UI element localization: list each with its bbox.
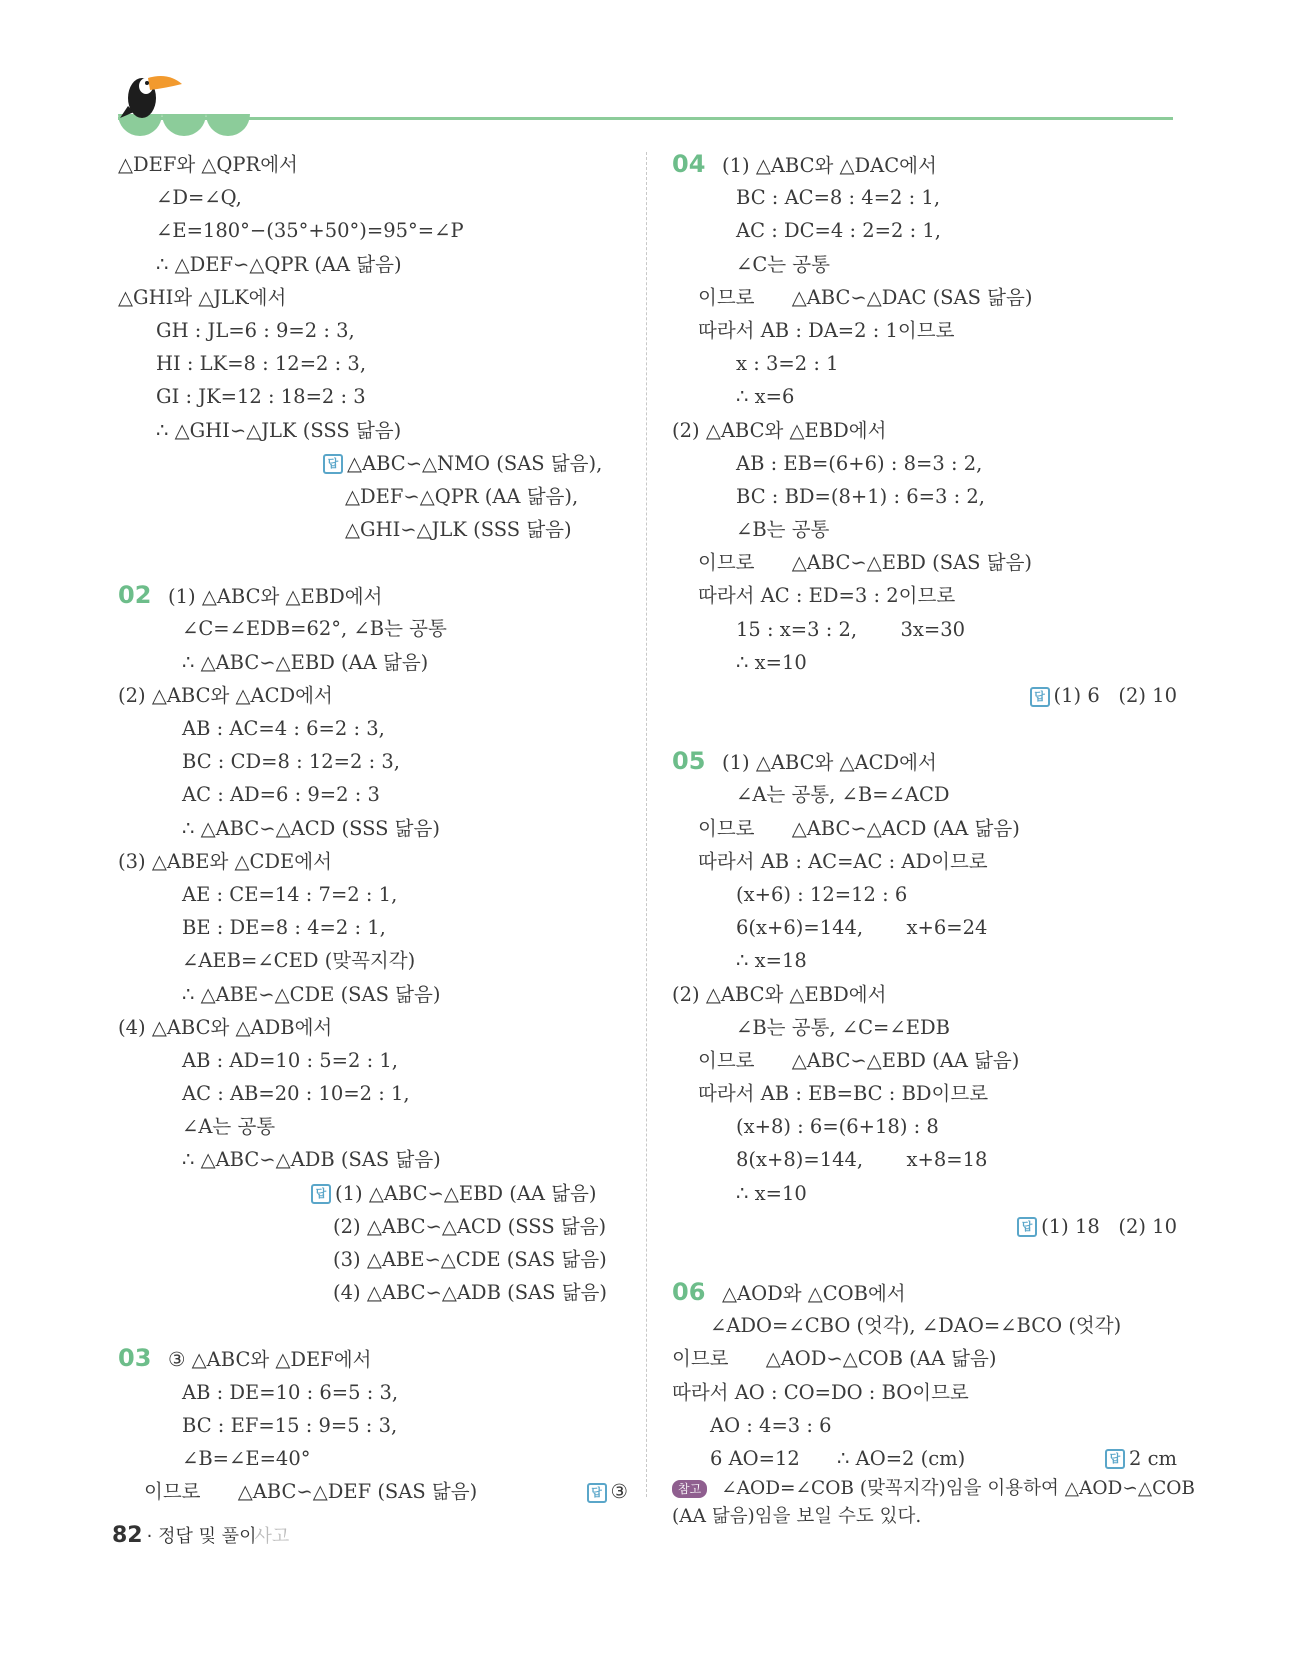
answer-text: △ABC∽△NMO (SAS 닮음), (347, 451, 603, 475)
question-04 (672, 148, 1177, 181)
solution-line: AB : DE=10 : 6=5 : 3, (182, 1380, 399, 1404)
answer-line (118, 1177, 628, 1210)
solution-line: ∴ x=10 (736, 650, 807, 674)
answer-line (118, 447, 628, 480)
answer-line: △GHI∽△JLK (SSS 닮음) (345, 518, 572, 542)
solution-line: ∠B는 공통, ∠C=∠EDB (736, 1015, 950, 1039)
solution-line: AB : AD=10 : 5=2 : 1, (182, 1048, 398, 1072)
solution-line: ∴ x=6 (736, 385, 795, 409)
question-06 (672, 1276, 1177, 1309)
solution-line: BE : DE=8 : 4=2 : 1, (182, 916, 386, 940)
solution-line: 이므로 △ABC∽△ACD (AA 닮음) (698, 816, 1020, 840)
page-footer (112, 1522, 289, 1548)
solution-line: AB : EB=(6+6) : 8=3 : 2, (736, 451, 983, 475)
solution-line: ∠A는 공통, ∠B=∠ACD (736, 783, 950, 807)
solution-line: (1) △ABC와 △DAC에서 (722, 154, 937, 177)
solution-line: (2) △ABC와 △ACD에서 (118, 683, 333, 707)
reference-badge: 참고 (672, 1480, 707, 1498)
solution-line: ∠B는 공통 (736, 518, 830, 542)
solution-line: 이므로 △ABC∽△DAC (SAS 닮음) (698, 285, 1033, 309)
solution-line: ∴ x=10 (736, 1181, 807, 1205)
solution-line: HI : LK=8 : 12=2 : 3, (156, 352, 367, 376)
answer-icon: 답 (1105, 1449, 1125, 1469)
solution-text: 이므로 △ABC∽△DEF (SAS 닮음) (144, 1480, 478, 1504)
toucan-icon (112, 66, 184, 122)
solution-line: 따라서 AC : ED=3 : 2이므로 (698, 584, 956, 608)
question-number: 04 (672, 150, 706, 178)
solution-line: (1) △ABC와 △EBD에서 (168, 585, 383, 609)
solution-line: 따라서 AB : DA=2 : 1이므로 (698, 318, 955, 342)
solution-line: ∠A는 공통 (182, 1115, 276, 1139)
question-number: 06 (672, 1278, 706, 1306)
reference-text: (AA 닮음)임을 보일 수도 있다. (672, 1506, 922, 1528)
solution-line: ③ △ABC와 △DEF에서 (168, 1348, 372, 1372)
page-number: 82 (112, 1523, 143, 1548)
answer-icon: 답 (587, 1483, 607, 1503)
solution-line: ∴ x=18 (736, 949, 807, 973)
solution-line: 이므로 △ABC∽△EBD (SAS 닮음) (698, 551, 1033, 575)
solution-line: ∠E=180°−(35°+50°)=95°=∠P (156, 219, 464, 243)
solution-line: GH : JL=6 : 9=2 : 3, (156, 318, 355, 342)
solution-line: GI : JK=12 : 18=2 : 3 (156, 385, 366, 409)
solution-line: 8(x+8)=144, x+8=18 (736, 1148, 988, 1172)
question-number: 05 (672, 747, 706, 776)
answer-text: ③ (610, 1480, 628, 1504)
solution-line: 6(x+6)=144, x+6=24 (736, 916, 988, 940)
solution-line: ∴ △ABC∽△ACD (SSS 닮음) (182, 816, 440, 840)
solution-line: ∴ △ABE∽△CDE (SAS 닮음) (182, 982, 441, 1006)
solution-line: (2) △ABC와 △EBD에서 (672, 418, 887, 442)
answer-line (587, 1475, 628, 1508)
solution-line: AO : 4=3 : 6 (710, 1413, 832, 1437)
solution-line: △DEF와 △QPR에서 (118, 153, 298, 176)
answer-icon: 답 (311, 1184, 331, 1204)
solution-line: x : 3=2 : 1 (736, 352, 839, 376)
solution-line: AB : AC=4 : 6=2 : 3, (182, 717, 385, 740)
solution-line: (4) △ABC와 △ADB에서 (118, 1015, 333, 1039)
solution-line: AE : CE=14 : 7=2 : 1, (182, 882, 398, 906)
question-02 (118, 579, 628, 612)
solution-line: 이므로 △ABC∽△EBD (AA 닮음) (698, 1048, 1020, 1072)
answer-text: (1) 18 (2) 10 (1041, 1214, 1177, 1238)
answer-icon: 답 (1017, 1217, 1037, 1237)
solution-line: △GHI와 △JLK에서 (118, 285, 287, 309)
solution-line: ∠C=∠EDB=62°, ∠B는 공통 (182, 617, 447, 641)
answer-line: (2) △ABC∽△ACD (SSS 닮음) (333, 1214, 607, 1238)
solution-line: 따라서 AO : CO=DO : BO이므로 (672, 1380, 969, 1404)
answer-line: (4) △ABC∽△ADB (SAS 닮음) (333, 1281, 607, 1305)
answer-text: (1) △ABC∽△EBD (AA 닮음) (335, 1181, 597, 1205)
answer-icon: 답 (323, 454, 343, 474)
solution-line: ∴ △GHI∽△JLK (SSS 닮음) (156, 418, 402, 442)
solution-line: BC : BD=(8+1) : 6=3 : 2, (736, 484, 985, 508)
reference-text: ∠AOD=∠COB (맞꼭지각)임을 이용하여 △AOD∽△COB (721, 1478, 1195, 1500)
solution-line: ∴ △ABC∽△ADB (SAS 닮음) (182, 1148, 441, 1172)
solution-line (672, 1442, 1177, 1475)
question-number: 02 (118, 581, 152, 610)
solution-line: △AOD와 △COB에서 (722, 1282, 906, 1305)
answer-text: 2 cm (1128, 1446, 1177, 1470)
solution-line: AC : AB=20 : 10=2 : 1, (182, 1082, 410, 1106)
solution-line: 따라서 AB : AC=AC : AD이므로 (698, 849, 988, 873)
solution-line (118, 1475, 628, 1508)
left-column (118, 148, 628, 1508)
header-rule (118, 117, 1173, 120)
solution-line: ∠C는 공통 (736, 252, 830, 276)
answer-line: △DEF∽△QPR (AA 닮음), (345, 484, 579, 508)
answer-line: (3) △ABE∽△CDE (SAS 닮음) (333, 1248, 607, 1271)
solution-line: 15 : x=3 : 2, 3x=30 (736, 617, 966, 641)
solution-line: BC : EF=15 : 9=5 : 3, (182, 1413, 398, 1437)
solution-line: (x+6) : 12=12 : 6 (736, 882, 908, 906)
solution-line: (1) △ABC와 △ACD에서 (722, 751, 937, 775)
solution-line: ∠AEB=∠CED (맞꼭지각) (182, 949, 416, 973)
solution-line: 이므로 △AOD∽△COB (AA 닮음) (672, 1347, 997, 1371)
solution-line: ∠D=∠Q, (156, 186, 242, 210)
solution-line: 따라서 AB : EB=BC : BD이므로 (698, 1082, 989, 1106)
question-03 (118, 1342, 628, 1375)
solution-line: BC : AC=8 : 4=2 : 1, (736, 186, 941, 210)
question-number: 03 (118, 1344, 152, 1373)
answer-line (672, 679, 1177, 712)
solution-line: ∠B=∠E=40° (182, 1446, 311, 1470)
solution-line: (3) △ABE와 △CDE에서 (118, 849, 332, 873)
solution-line: (x+8) : 6=(6+18) : 8 (736, 1115, 939, 1139)
solution-line: BC : CD=8 : 12=2 : 3, (182, 750, 400, 774)
solution-line: AC : DC=4 : 2=2 : 1, (736, 219, 941, 243)
answer-text: (1) 6 (2) 10 (1053, 684, 1177, 707)
question-05 (672, 745, 1177, 778)
solution-line: (2) △ABC와 △EBD에서 (672, 982, 887, 1006)
solution-text: 6 AO=12 ∴ AO=2 (cm) (710, 1446, 966, 1470)
column-divider (646, 152, 647, 1497)
footer-title: · 정답 및 풀이 (146, 1526, 257, 1547)
reference-note (672, 1475, 1195, 1503)
answer-icon: 답 (1030, 687, 1050, 707)
answer-line (1105, 1442, 1177, 1475)
watermark: 사고 (254, 1526, 290, 1547)
solution-line: ∠ADO=∠CBO (엇각), ∠DAO=∠BCO (엇각) (710, 1314, 1122, 1338)
solution-line: ∴ △ABC∽△EBD (AA 닮음) (182, 650, 429, 674)
solution-line: ∴ △DEF∽△QPR (AA 닮음) (156, 252, 402, 276)
solution-line: AC : AD=6 : 9=2 : 3 (182, 783, 380, 807)
header-scallop (206, 114, 250, 136)
right-column (672, 148, 1195, 1531)
answer-line (672, 1210, 1177, 1243)
